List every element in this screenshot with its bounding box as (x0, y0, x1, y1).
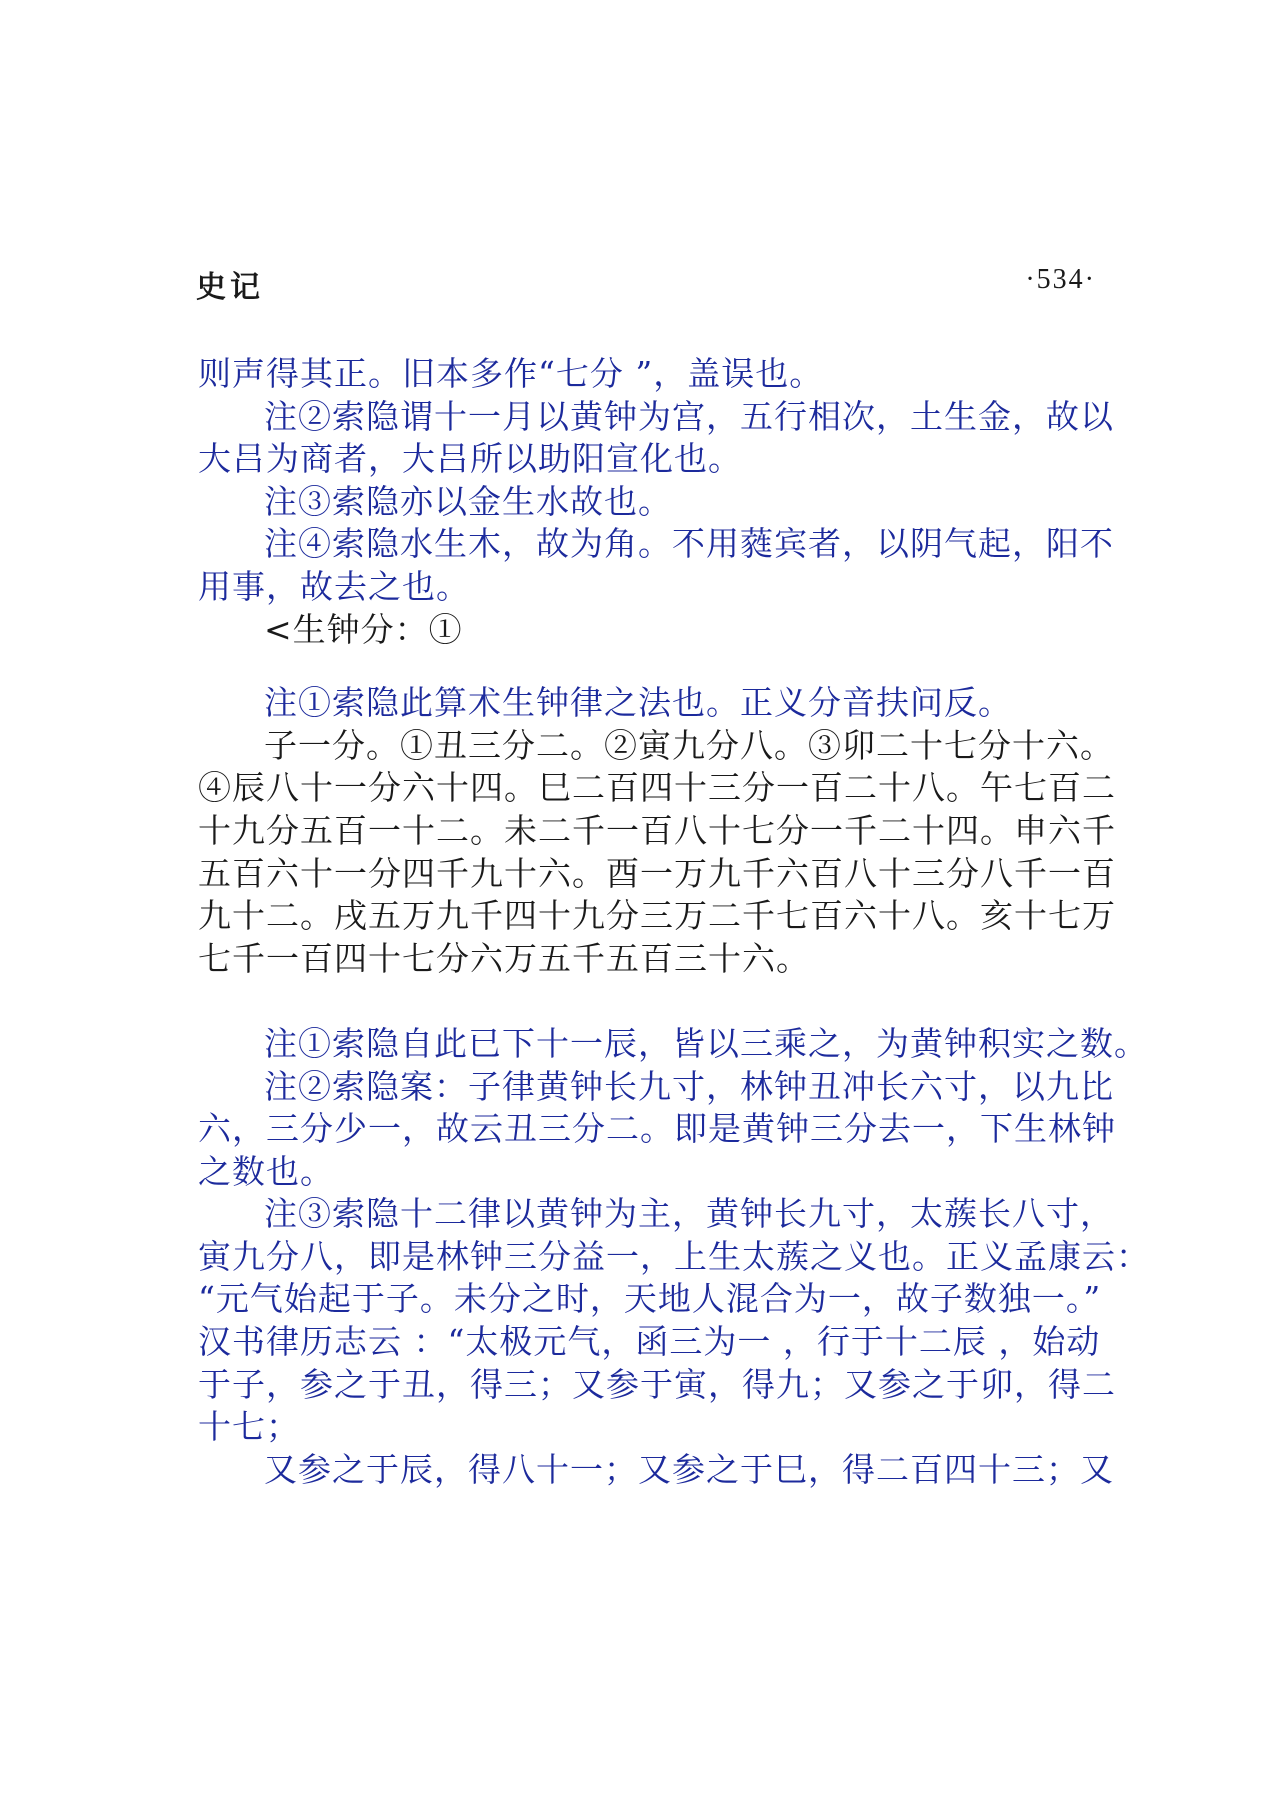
book-title: 史记 (196, 270, 264, 305)
annotation-line: 注③索隐十二律以黄钟为主，黄钟长九寸，太蔟长八寸， (264, 1194, 1114, 1234)
annotation-line: 大吕为商者，大吕所以助阳宣化也。 (198, 439, 742, 479)
annotation-line: 注②索隐谓十一月以黄钟为宫，五行相次，土生金，故以 (264, 396, 1114, 436)
annotation-line: 六，三分少一，故云丑三分二。即是黄钟三分去一，下生林钟 (198, 1109, 1116, 1149)
main-text-line: 九十二。戌五万九千四十九分三万二千七百六十八。亥十七万 (198, 896, 1116, 936)
main-text-line: <生钟分：① (264, 609, 463, 649)
text-line: 则声得其正。旧本多作“七分 ”，盖误也。 (198, 354, 824, 393)
annotation-line: “元气始起于子。未分之时，天地人混合为一，故子数独一。” (198, 1279, 1102, 1319)
annotation-line: 汉书律历志云 ：“太极元气，函三为一 ，行于十二辰 ，始动 (198, 1322, 1101, 1362)
paragraph-gap (198, 651, 1098, 682)
annotation-line: 于子，参之于丑，得三；又参于寅，得九；又参之于卯，得二 (198, 1364, 1116, 1404)
annotation-line: 又参之于辰，得八十一；又参之于巳，得二百四十三；又 (264, 1449, 1114, 1489)
main-text-line: 五百六十一分四千九十六。酉一万九千六百八十三分八千一百 (198, 853, 1116, 893)
annotation-line: 注②索隐案：子律黄钟长九寸，林钟丑冲长六寸，以九比 (264, 1066, 1114, 1106)
main-text-line: ④辰八十一分六十四。巳二百四十三分一百二十八。午七百二 (198, 768, 1116, 808)
annotation-line: 注①索隐此算术生钟律之法也。正义分音扶问反。 (264, 683, 1012, 723)
annotation-line: 注①索隐自此已下十一辰，皆以三乘之，为黄钟积实之数。 (264, 1023, 1148, 1063)
main-text-line: 子一分。①丑三分二。②寅九分八。③卯二十七分十六。 (264, 725, 1114, 765)
page-header (196, 262, 1096, 312)
annotation-line: 注④索隐水生木，故为角。不用蕤宾者，以阴气起，阳不 (264, 524, 1114, 564)
main-text-line: 十九分五百一十二。未二千一百八十七分一千二十四。申六千 (198, 810, 1116, 850)
annotation-line: 注③索隐亦以金生水故也。 (264, 481, 672, 521)
paragraph-gap (198, 980, 1098, 1023)
annotation-line: 十七； (198, 1407, 300, 1447)
annotation-line: 之数也。 (198, 1151, 334, 1191)
page-number: ·534· (1025, 264, 1096, 295)
annotation-line: 用事，故去之也。 (198, 566, 470, 606)
main-text-line: 七千一百四十七分六万五千五百三十六。 (198, 938, 810, 978)
body-text (198, 353, 1150, 1491)
annotation-line: 寅九分八，即是林钟三分益一，上生太蔟之义也。正义孟康云： (198, 1236, 1150, 1276)
